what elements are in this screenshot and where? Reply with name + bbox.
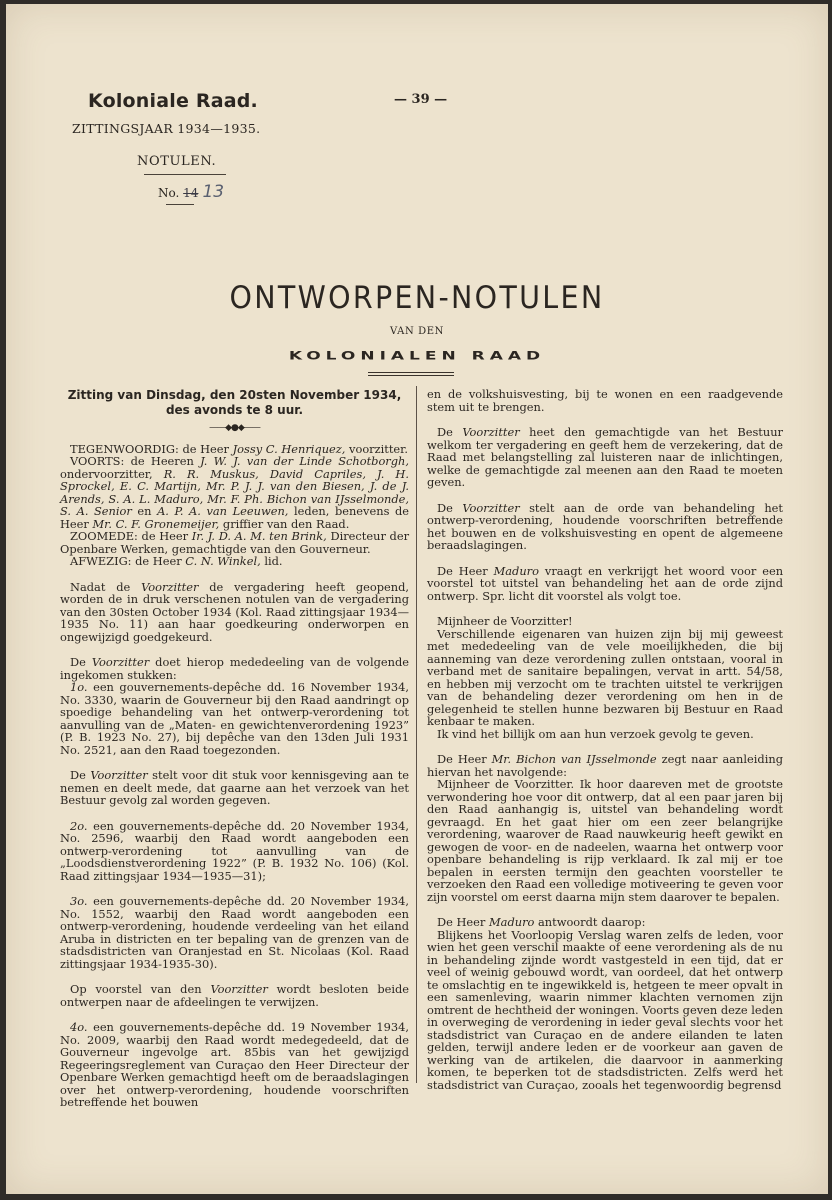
right-column bbox=[427, 388, 783, 1091]
number-struck: 14 bbox=[183, 186, 199, 200]
paragraph: De Voorzitter heet den gemachtigde van het Bestuur welkom ter vergadering en geeft hem de verzekering, dat de Raad met belangstelling zal luisteren naar de inlichtingen, welke de gemachtigde zal meenen aan den Raad te moeten geven. bbox=[427, 425, 783, 489]
paragraph: Mijnheer de Voorzitter. Ik hoor daareven met de grootste verwondering hoe voor dit ontwerp, dat al een paar jaren bij den Raad aanhangig is, uitstel van behandeling wordt gevraagd. En het gaat hier om een zeer belangrijke verordening, waarover de Raad nauwkeurig heeft gewikt en gewogen de voor- en de nadeelen, waarna het ontwerp voor openbare behandeling is rijp verklaard. Ik zal mij er toe bepalen in eersten termijn den geachten voorsteller te verzoeken den Raad een volledige motiveering te geven voor zijn voorstel om eerst daarna mijn stem daarover te bepalen. bbox=[427, 777, 784, 904]
page-number: — 39 — bbox=[394, 92, 448, 107]
paragraph: De Voorzitter stelt voor dit stuk voor kennisgeving aan te nemen en deelt mede, dat gaarne aan het verzoek van het Bestuur gevolg zal worden gegeven. bbox=[60, 768, 410, 807]
attendance: ZOOMEDE: de Heer Ir. J. D. A. M. ten Brink, Directeur der Openbare Werken, gemachtigde van den Gouverneur. bbox=[60, 529, 410, 556]
session-title: Zitting van Dinsdag, den 20sten November 1934, des avonds te 8 uur. bbox=[67, 388, 402, 417]
divider-rule bbox=[144, 174, 226, 175]
notulen-label: NOTULEN. bbox=[137, 154, 217, 169]
paragraph: De Voorzitter stelt aan de orde van behandeling het ontwerp-verordening, houdende voorschriften betreffende het bouwen en de volkshuisvesting en opent de algemeene beraadslagingen. bbox=[427, 500, 783, 552]
main-title: ONTWORPEN-NOTULEN bbox=[229, 280, 605, 316]
paragraph: Verschillende eigenaren van huizen zijn bij mij geweest met mededeeling van de vele moeilijkheden, die bij aanneming van deze verordening zullen ontstaan, vooral in verband met de sanitaire bepalingen, vervat in artt. 54/58, en hebben mij verzocht om te trachten uitstel te verkrijgen van de behandeling dezer verordening om hen in de gelegenheid te stellen hunne bezwaren bij Bestuur en Raad kenbaar te maken. bbox=[427, 626, 783, 728]
title-subline: VAN DEN bbox=[390, 326, 444, 337]
list-item: 4o. een gouvernements-depêche dd. 19 November 1934, No. 2009, waarbij den Raad wordt medegedeeld, dat de Gouverneur ingevolge art. 85bis van het gewijzigd Regeeringsreglement van Curaçao den Heer Directeur der Openbare Werken gemachtigd heeft om de beraadslagingen over het ontwerp-verordening, houdende voorschriften betreffende het bouwen bbox=[60, 1020, 409, 1109]
paragraph: De Heer Mr. Bichon van IJsselmonde zegt naar aanleiding hiervan het navolgende: bbox=[427, 752, 783, 779]
list-item: 2o. een gouvernements-depêche dd. 20 November 1934, No. 2596, waarbij den Raad wordt aangeboden een ontwerp-verordening tot aanvulling van de „Loodsdienstverordening 1922” (P. B. 1932 No. 106) (Kol. Raad zittingsjaar 1934—1935—31); bbox=[60, 818, 409, 883]
session-year: ZITTINGSJAAR 1934—1935. bbox=[72, 121, 261, 136]
paragraph: Nadat de Voorzitter de vergadering heeft geopend, worden de in druk verschenen notulen van de vergadering van den 30sten October 1934 (Kol. Raad zittingsjaar 1934—1935 No. 11) aan haar goedkeuring onderworpen en ongewijzigd goedgekeurd. bbox=[60, 579, 409, 644]
attendance: VOORTS: de Heeren J. W. J. van der Linde Schotborgh, ondervoorzitter, R. R. Muskus, David Capriles, J. H. Sprockel, E. C. Martijn, Mr. P. J. J. van den Biesen, J. de J. Arends, S. A. L. Maduro, Mr. F. Ph. Bichon van IJsselmonde, S. A. Senior en A. P. A. van Leeuwen, leden, benevens de Heer Mr. C. F. Gronemeijer, griffier van den Raad. bbox=[60, 454, 410, 531]
left-column bbox=[60, 388, 409, 1109]
divider-rule bbox=[166, 204, 194, 205]
attendance: TEGENWOORDIG: de Heer Jossy C. Henriquez, voorzitter. bbox=[70, 441, 408, 456]
list-item: 1o. een gouvernements-depêche dd. 16 November 1934, No. 3330, waarin de Gouverneur bij den Raad aandringt op spoedige behandeling van het ontwerp-verordening tot aanvulling van de „Maten- en gewichtenverordening 1923” (P. B. 1923 No. 27), bij depêche van den 13den Juli 1931 No. 2521, aan den Raad toegezonden. bbox=[60, 680, 409, 757]
paragraph: De Voorzitter doet hierop mededeeling van de volgende ingekomen stukken: bbox=[60, 655, 410, 682]
list-item: 3o. een gouvernements-depêche dd. 20 November 1934, No. 1552, waarbij den Raad wordt aangeboden een ontwerp-verordening, houdende verdeeling van het eiland Aruba in districten en ter bepaling van de grenzen van de stadsdistricten van Oranjestad en St. Nicolaas (Kol. Raad zittingsjaar 1934-1935-30). bbox=[60, 894, 409, 971]
divider-rule bbox=[368, 375, 454, 376]
ornament: ——◆●◆—— bbox=[209, 423, 260, 433]
council-name: Koloniale Raad. bbox=[88, 90, 258, 112]
speech-salutation: Mijnheer de Voorzitter! bbox=[437, 614, 573, 628]
paragraph: Op voorstel van den Voorzitter wordt besloten beide ontwerpen naar de afdeelingen te verwijzen. bbox=[60, 982, 410, 1009]
divider-rule bbox=[368, 372, 454, 373]
document-number bbox=[158, 182, 224, 202]
document-page bbox=[6, 4, 828, 1194]
attendance: AFWEZIG: de Heer C. N. Winkel, lid. bbox=[70, 554, 283, 568]
paragraph: Blijkens het Voorloopig Verslag waren zelfs de leden, voor wien het geen verschil maakte of eene verordening als de nu in behandeling zijnde wordt vastgesteld in een tijd, dat er veel of weinig gebouwd wordt, van oordeel, dat het ontwerp te omslachtig en te ingewikkeld is, hetgeen te meer opvalt in een samenleving, waarin nimmer klachten vernomen zijn omtrent de hechtheid der woningen. Voorts geven deze leden in overweging de verordening in ieder geval slechts voor het stadsdistrict van Curaçao en de andere eilanden te laten gelden, terwijl andere leden er de voorkeur aan gaven de werking van de artikelen, die daarvoor in aanmerking komen, te beperken tot de stadsdistricten. Zelfs werd het stadsdistrict van Curaçao, zooals het tegenwoordig begrensd bbox=[427, 927, 783, 1092]
number-label: No. bbox=[158, 186, 180, 200]
paragraph: De Heer Maduro vraagt en verkrijgt het woord voor een voorstel tot uitstel van behandeling het aan de orde zijnd ontwerp. Spr. licht dit voorstel als volgt toe. bbox=[427, 563, 784, 603]
paragraph: De Heer Maduro antwoordt daarop: bbox=[437, 915, 646, 929]
paragraph: en de volkshuisvesting, bij te wonen en een raadgevende stem uit te brengen. bbox=[427, 387, 783, 414]
paragraph: Ik vind het billijk om aan hun verzoek gevolg te geven. bbox=[437, 726, 754, 741]
column-divider bbox=[416, 386, 417, 1083]
number-handwritten: 13 bbox=[202, 182, 225, 202]
decorative-title: KOLONIALEN RAAD bbox=[288, 349, 546, 363]
